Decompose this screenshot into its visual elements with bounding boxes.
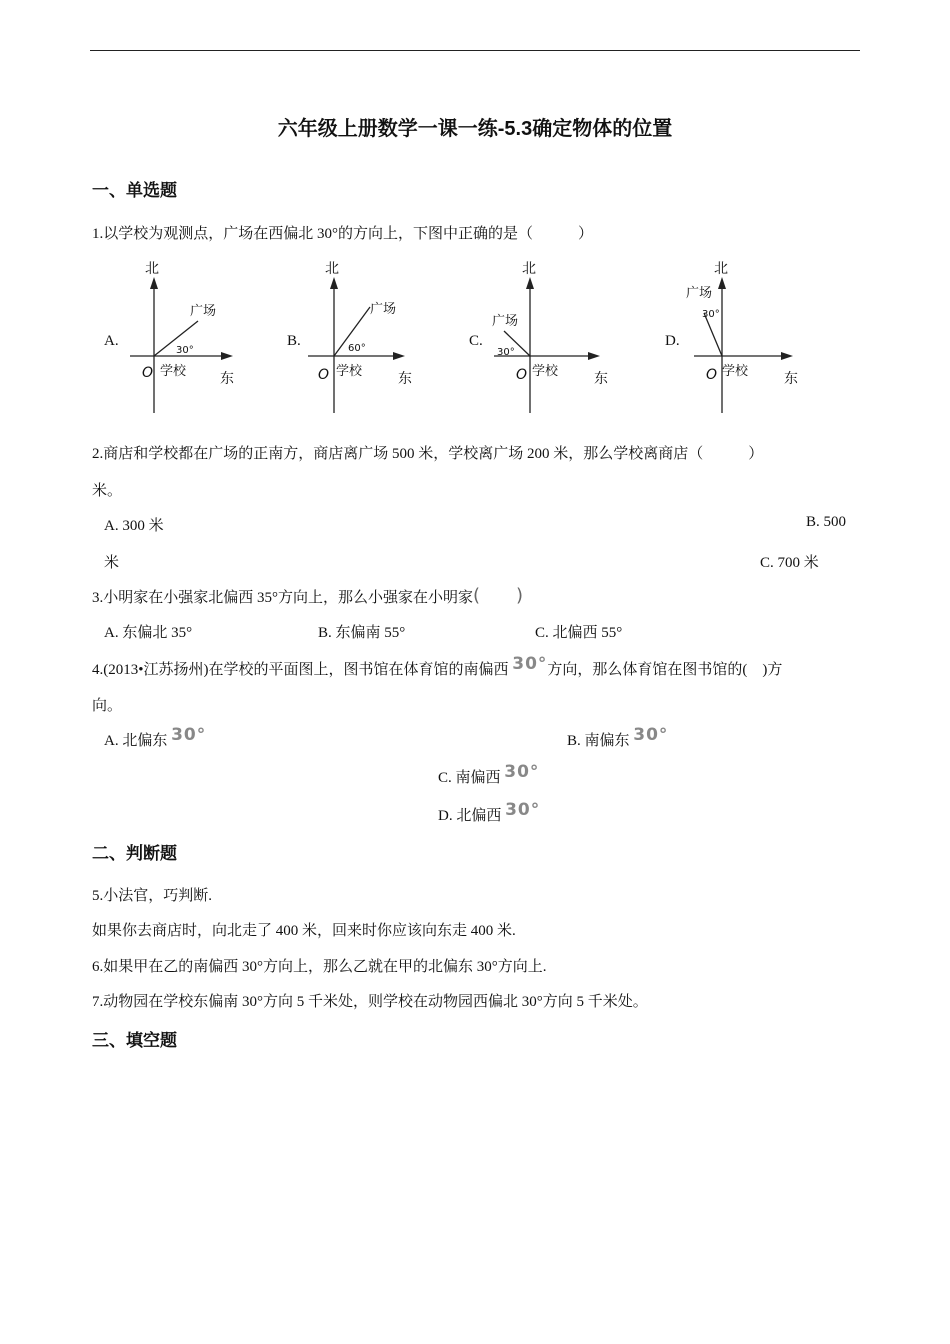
q1-diagram-c[interactable]	[492, 255, 622, 420]
school-label: 学校	[336, 364, 363, 379]
question-2-text-cont: 米。	[92, 483, 123, 499]
q4-option-b[interactable]	[567, 725, 669, 750]
q1-option-a-label: A.	[104, 333, 119, 349]
angle-label: 30°	[497, 347, 515, 358]
school-label: 学校	[532, 364, 559, 379]
origin-label: O	[318, 367, 330, 383]
square-label: 广场	[190, 304, 217, 319]
question-5-text: 5.小法官，巧判断.	[92, 888, 213, 904]
q4-option-a[interactable]	[104, 725, 207, 750]
question-4-text	[92, 654, 783, 679]
q4-option-d-label: D. 北偏西	[438, 808, 502, 824]
q4-option-a-label: A. 北偏东	[104, 733, 168, 749]
page-title: 六年级上册数学一课一练-5.3确定物体的位置	[277, 118, 673, 140]
north-label: 北	[145, 261, 159, 277]
question-2-text: 2.商店和学校都在广场的正南方，商店离广场 500 米，学校离广场 200 米，那么学校离商店（ ）	[92, 446, 764, 462]
question-4-stem-a: 4.(2013•江苏扬州)在学校的平面图上，图书馆在体育馆的南偏西	[92, 662, 509, 678]
answer-blank: ( )	[473, 585, 524, 606]
q3-option-c[interactable]: C. 北偏西 55°	[535, 625, 623, 641]
section-heading-true-false: 二、判断题	[92, 844, 177, 863]
q3-option-a[interactable]: A. 东偏北 35°	[104, 625, 193, 641]
east-label: 东	[398, 371, 412, 387]
origin-label: O	[706, 367, 718, 383]
degree-value: 30°	[504, 762, 540, 782]
angle-label: 60°	[348, 343, 366, 354]
angle-label: 30°	[176, 345, 194, 356]
question-6-text: 6.如果甲在乙的南偏西 30°方向上，那么乙就在甲的北偏东 30°方向上.	[92, 959, 547, 975]
degree-value: 30°	[512, 654, 548, 674]
question-3-stem: 3.小明家在小强家北偏西 35°方向上，那么小强家在小明家	[92, 590, 474, 606]
q4-option-c-label: C. 南偏西	[438, 770, 501, 786]
section-heading-fill-blank: 三、填空题	[92, 1031, 177, 1050]
q3-option-b[interactable]: B. 东偏南 55°	[318, 625, 406, 641]
degree-value: 30°	[505, 800, 541, 820]
school-label: 学校	[722, 364, 749, 379]
east-label: 东	[784, 371, 798, 387]
degree-value: 30°	[633, 725, 669, 745]
q4-option-c[interactable]	[438, 762, 540, 787]
north-label: 北	[714, 261, 728, 277]
question-5-text-cont: 如果你去商店时，向北走了 400 米，回来时你应该向东走 400 米.	[92, 923, 516, 939]
north-label: 北	[325, 261, 339, 277]
origin-label: O	[516, 367, 528, 383]
q1-diagram-d[interactable]	[682, 255, 812, 420]
east-label: 东	[220, 371, 234, 387]
header-rule	[90, 50, 860, 51]
question-4-stem-b: 方向，那么体育馆在图书馆的( )方	[547, 662, 783, 678]
q2-option-a[interactable]: A. 300 米	[104, 518, 164, 534]
origin-label: O	[142, 365, 154, 381]
question-3-text	[92, 586, 523, 607]
east-label: 东	[594, 371, 608, 387]
q4-option-b-label: B. 南偏东	[567, 733, 630, 749]
square-label: 广场	[686, 286, 713, 301]
square-label: 广场	[370, 302, 397, 317]
q1-option-b-label: B.	[287, 333, 301, 349]
q2-option-b[interactable]: B. 500	[806, 514, 847, 530]
q1-diagram-b[interactable]	[300, 255, 430, 420]
square-label: 广场	[492, 314, 519, 329]
angle-label: 30°	[702, 309, 720, 320]
q2-option-c[interactable]: C. 700 米	[760, 555, 819, 571]
q2-option-b-cont: 米	[104, 555, 120, 571]
q1-option-d-label: D.	[665, 333, 680, 349]
q4-option-d[interactable]	[438, 800, 541, 825]
question-4-text-cont: 向。	[92, 698, 123, 714]
school-label: 学校	[160, 364, 187, 379]
section-heading-single-choice: 一、单选题	[92, 181, 177, 200]
question-7-text: 7.动物园在学校东偏南 30°方向 5 千米处，则学校在动物园西偏北 30°方向 5 千米处。	[92, 994, 648, 1010]
q1-diagram-a[interactable]	[120, 255, 250, 420]
question-1-text: 1.以学校为观测点，广场在西偏北 30°的方向上，下图中正确的是（ ）	[92, 226, 594, 242]
q1-option-c-label: C.	[469, 333, 483, 349]
north-label: 北	[522, 261, 536, 277]
degree-value: 30°	[171, 725, 207, 745]
